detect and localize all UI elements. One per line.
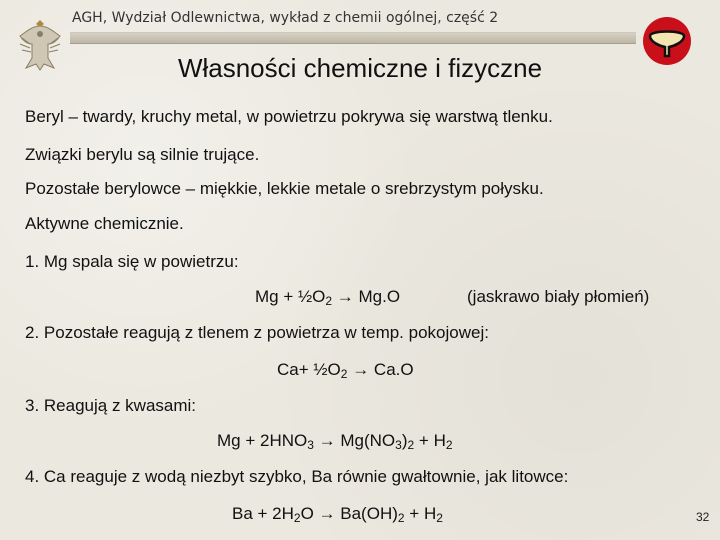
equation-4-sub-1: 2 (293, 511, 301, 525)
text-line-1: Beryl – twardy, kruchy metal, w powietrzu pokrywa się warstwą tlenku. (25, 107, 553, 126)
equation-3-sub-4: 2 (445, 438, 453, 452)
equation-3-part-d: + H (414, 431, 446, 450)
text-line-5: 1. Mg spala się w powietrzu: (25, 252, 239, 271)
page-number: 32 (696, 510, 710, 524)
text-line-2: Związki berylu są silnie trujące. (25, 145, 260, 164)
equation-3-sub-3: 2 (407, 438, 415, 452)
text-line-7: 3. Reagują z kwasami: (25, 396, 197, 415)
equation-3-part-b: → Mg(NO (313, 431, 396, 450)
equation-3-part-a: Mg + 2HNO (217, 431, 308, 450)
equation-1 (255, 287, 400, 308)
equation-3-sub-2: 3 (395, 438, 402, 452)
equation-4-sub-2: 2 (397, 511, 405, 525)
text-line-6: 2. Pozostałe reagują z tlenem z powietrza w temp. pokojowej: (25, 323, 489, 342)
text-line-4: Aktywne chemicznie. (25, 214, 184, 233)
equation-4-part-c: + H (404, 504, 437, 523)
equation-3-sub-1: 3 (307, 438, 314, 452)
text-line-3: Pozostałe berylowce – miękkie, lekkie metale o srebrzystym połysku. (25, 179, 544, 198)
equation-2-part-a: Ca+ ½O (277, 360, 341, 379)
equation-4 (232, 504, 443, 525)
slide-title: Własności chemiczne i fizyczne (177, 53, 543, 83)
equation-2 (277, 360, 414, 381)
text-line-8: 4. Ca reaguje z wodą niezbyt szybko, Ba równie gwałtownie, jak litowce: (25, 467, 569, 486)
header-bar (70, 32, 636, 44)
equation-3-part-c: ) (401, 431, 408, 450)
equation-4-part-a: Ba + 2H (232, 504, 294, 523)
equation-1-part-b: → Mg.O (332, 287, 401, 306)
equation-1-sub: 2 (325, 294, 333, 308)
equation-1-part-a: Mg + ½O (255, 287, 326, 306)
header-text: AGH, Wydział Odlewnictwa, wykład z chemii ogólnej, część 2 (72, 10, 499, 26)
equation-2-sub: 2 (340, 367, 348, 381)
equation-2-part-b: → Ca.O (347, 360, 414, 379)
equation-3 (217, 431, 453, 452)
equation-4-part-b: O → Ba(OH) (300, 504, 398, 523)
equation-4-sub-3: 2 (436, 511, 443, 525)
equation-1-note: (jaskrawo biały płomień) (467, 287, 650, 306)
